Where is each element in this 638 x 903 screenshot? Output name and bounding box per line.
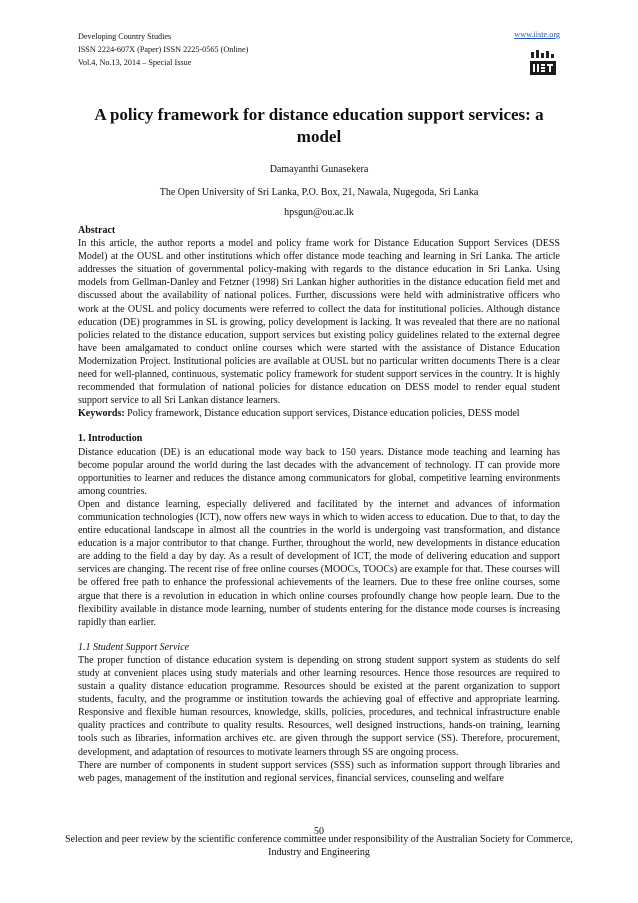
journal-url-link[interactable]: www.iiste.org: [514, 30, 560, 39]
keywords-list: Policy framework, Distance education support services, Distance education policies, DESS model: [124, 408, 520, 420]
keywords-label: Keywords:: [78, 408, 125, 420]
author-name: Damayanthi Gunasekera: [269, 164, 369, 175]
iiste-logo-icon: [528, 48, 558, 78]
paper-title: A policy framework for distance education support services: a model: [94, 105, 544, 146]
journal-issn: ISSN 2224-607X (Paper) ISSN 2225-0565 (Online): [78, 45, 249, 54]
abstract-text: In this article, the author reports a model and policy frame work for Distance Education Support Services (DESS Model) at the OUSL and other institutions which offer distance mode teaching and learning in Sri Lanka. The article addresses the situation of governmental policy-making with regards to the distance education in Sri Lanka. Using models from Gellman-Danley and Fetzner (1998) Sri Lankan higher authorities in the distance education field met and discussed about the availability of national polices. Further, discussions were held with administrative officers who work at the OUSL and policy documents were referred to collect the data for institutional policies. Although distance education (DE) programmes in SL is growing, policy development is lacking. It was revealed that there are no national policies related to the distance education, support services but existing policy guidelines related to the external degree have been amalgamated to conduct online courses which were started with the assistance of Distance Education Modernization Project. Institutional policies are available at OUSL but no particular written documents There is a clear need for well-planned, continuous, systematic policy framework for student support services in the country. It is highly recommended that formulation of national policies for distance education on DESS model to render equal student support service to all Sri Lankan distance learners.: [78, 238, 560, 407]
author-email: hpsgun@ou.ac.lk: [284, 207, 354, 218]
introduction-paragraph-2: Open and distance learning, especially delivered and facilitated by the internet and advances of information communication technologies (ICT), now offers new ways in which to widen access to education. Due to that, to day the entire educational landscape in almost all the countries in the world is undergoing vast transformation, and distance education is a major contributor to that change. Further, throughout the world, new developments in distance education are adding to the field a day by day. As a result of development of ICT, the mode of delivering education and support services are changing. The recent rise of free online courses (MOOCs, TOOCs) are example for that. These courses will be offered free path to enhance the professional achievements of the learners. Due to these free online courses, some argue that there is a revolution in education in which online courses profoundly change how people learn. Due to the flexibility available in distance mode learning, number of students entering for the distance mode courses is increasing rapidly than earlier.: [78, 498, 560, 628]
support-service-paragraph-2: There are number of components in student support services (SSS) such as information support through libraries and web pages, management of the institution and regional services, financial services, counseling and welfare: [78, 759, 560, 784]
journal-header: [78, 30, 248, 69]
introduction-paragraph-1: Distance education (DE) is an educational mode way back to 150 years. Distance mode teaching and learning has become popular around the world during the last decades with the advancement of technology. IT can provide more opportunities to learner and reduces the distance among communicators for global, competitive learning environments among countries.: [78, 446, 560, 497]
introduction-heading: 1. Introduction: [78, 433, 143, 445]
paper-body: [78, 224, 560, 785]
page-number: 50: [314, 826, 324, 837]
abstract-heading: Abstract: [78, 225, 116, 236]
journal-volume: Vol.4, No.13, 2014 – Special Issue: [78, 58, 192, 67]
support-service-paragraph-1: The proper function of distance education system is depending on strong student support system as students do self study at convenient places using study materials and other learning resources. Hence those resources are required to sustain a quality distance education programme. Resources should be existed at the parent organization to support students, faculty, and the programme or institution towards the achieving goal of effective and appropriate learning. Responsive and flexible human resources, knowledge, skills, policies, procedures, and technical infrastructure enable quality practices and contribute to quality results. Resources, well designed instructions, hands-on training, learning tools such as libraries, information archives etc. are given through the support service (SS). Therefore, procurement, development, and adaptation of resources to motivate learners through SS are ongoing process.: [78, 654, 560, 758]
author-affiliation: The Open University of Sri Lanka, P.O. Box, 21, Nawala, Nugegoda, Sri Lanka: [159, 187, 479, 198]
support-service-heading: 1.1 Student Support Service: [78, 641, 190, 653]
footer-note: Selection and peer review by the scientific conference committee under responsibility of the Australian Society for Commerce, Industry and Engineering: [65, 834, 573, 858]
keywords-line: [78, 407, 560, 420]
journal-name: Developing Country Studies: [78, 32, 172, 41]
